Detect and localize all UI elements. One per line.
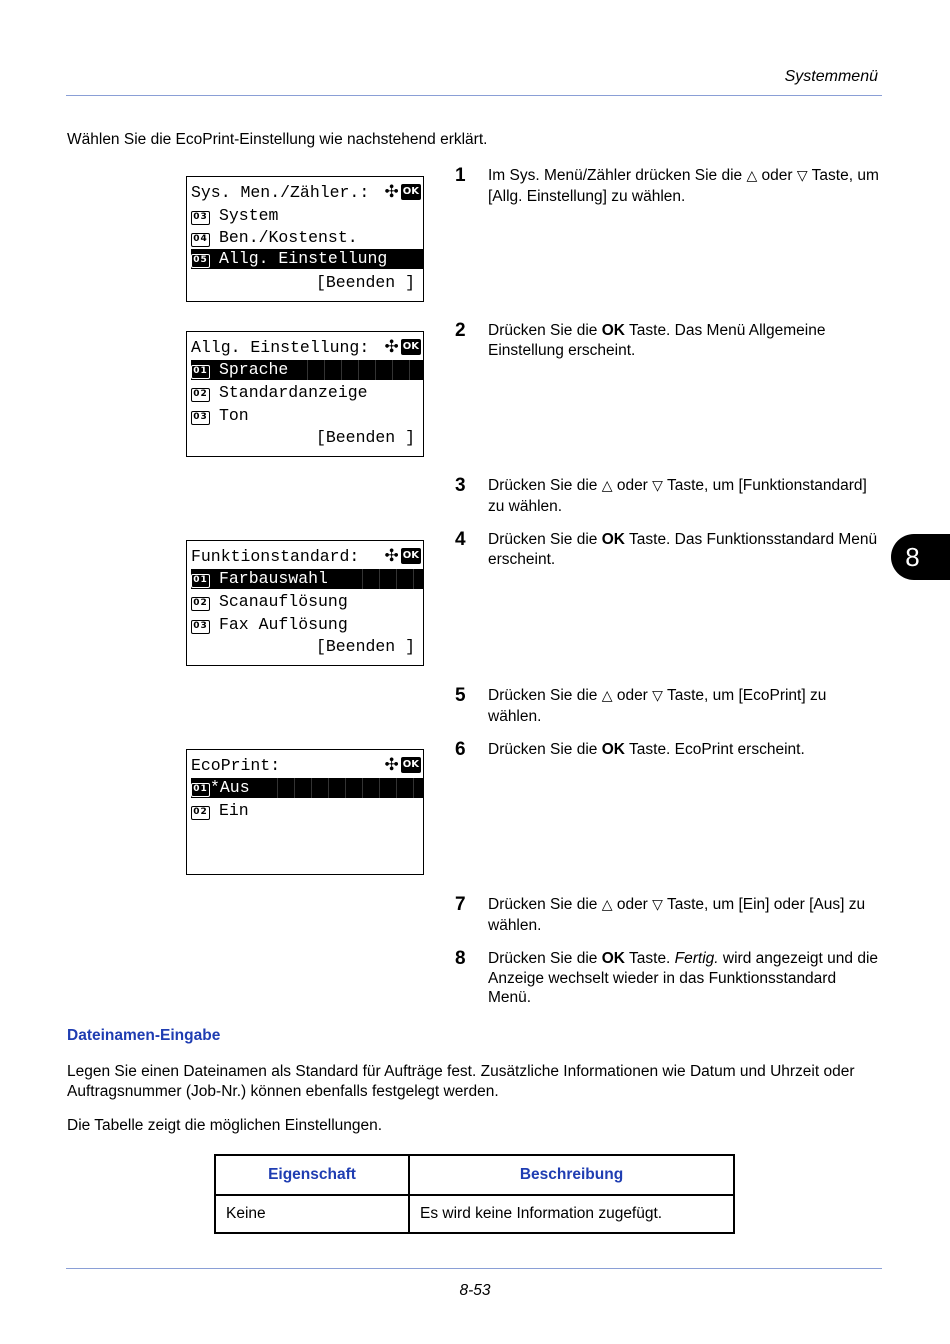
lcd-menu-item-selected: 01 *Aus <box>191 778 423 798</box>
navigation-arrows-icon: ✣ <box>384 337 399 357</box>
step-text: Drücken Sie die OK Taste. EcoPrint erscheint. <box>488 741 805 758</box>
ok-key-icon: OK <box>401 184 421 200</box>
step-number: 7 <box>455 894 466 915</box>
header-title: Systemmenü <box>784 68 878 85</box>
step-text: Drücken Sie die △ oder ▽ Taste, um [Ein] oder [Aus] zu wählen. <box>488 896 866 934</box>
step-text: Drücken Sie die OK Taste. Fertig. wird angezeigt und die Anzeige wechselt wieder in das Funktionsstandard Menü. <box>488 950 879 1006</box>
step-number: 3 <box>455 475 466 496</box>
footer-rule <box>66 1268 882 1269</box>
up-triangle-icon: △ <box>601 688 613 704</box>
header-rule <box>66 95 882 96</box>
step-text: Drücken Sie die △ oder ▽ Taste, um [Funktionstandard] zu wählen. <box>488 477 867 515</box>
navigation-arrows-icon: ✣ <box>384 546 399 566</box>
navigation-arrows-icon: ✣ <box>384 755 399 775</box>
up-triangle-icon: △ <box>601 897 613 913</box>
lcd-menu-item: 02 Ein <box>191 801 423 821</box>
lcd-screen-ecoprint <box>186 749 424 875</box>
lcd-menu-item-selected: 01 Sprache <box>191 360 423 380</box>
lcd-end-softkey: [Beenden ] <box>315 637 415 656</box>
down-triangle-icon: ▽ <box>652 897 663 913</box>
navigation-arrows-icon: ✣ <box>384 182 399 202</box>
lcd-screen-function-default <box>186 540 424 666</box>
ok-key-icon: OK <box>401 339 421 355</box>
lcd-menu-item-selected: 01 Farbauswahl <box>191 569 423 589</box>
lcd-title: Funktionstandard: <box>191 547 360 566</box>
lcd-menu-item-selected: 05 Allg. Einstellung <box>191 249 423 269</box>
lcd-title: Allg. Einstellung: <box>191 338 370 357</box>
section-paragraph: Legen Sie einen Dateinamen als Standard für Aufträge fest. Zusätzliche Informationen wie Datum und Uhrzeit oder Auftragsnummer (Job-Nr.) können ebenfalls festgelegt werden. <box>67 1063 855 1100</box>
section-heading: Dateinamen-Eingabe <box>67 1027 221 1044</box>
lcd-menu-item: 02 Scanauflösung <box>191 592 423 612</box>
step-number: 5 <box>455 685 466 706</box>
step-text: Drücken Sie die OK Taste. Das Funktionsstandard Menü erscheint. <box>488 531 878 568</box>
settings-table <box>214 1154 735 1234</box>
step-number: 1 <box>455 165 466 186</box>
lcd-menu-item: 02 Standardanzeige <box>191 383 423 403</box>
lcd-title: EcoPrint: <box>191 756 281 775</box>
lcd-screen-general-settings <box>186 331 424 457</box>
up-triangle-icon: △ <box>601 478 613 494</box>
step-text: Drücken Sie die △ oder ▽ Taste, um [EcoPrint] zu wählen. <box>488 687 827 725</box>
down-triangle-icon: ▽ <box>796 168 808 184</box>
lcd-screen-system-menu <box>186 176 424 302</box>
lcd-end-softkey: [Beenden ] <box>315 428 415 447</box>
table-header-row <box>215 1155 734 1195</box>
page-number: 8-53 <box>459 1282 491 1299</box>
chapter-tab: 8 <box>891 534 950 580</box>
lcd-nav <box>385 756 422 774</box>
lcd-nav <box>385 183 422 201</box>
step-number: 2 <box>455 320 466 341</box>
lcd-menu-item: 03 System <box>191 206 423 226</box>
lcd-menu-item: 04 Ben./Kostenst. <box>191 228 423 248</box>
ok-key-icon: OK <box>401 548 421 564</box>
step-text: Drücken Sie die OK Taste. Das Menü Allgemeine Einstellung erscheint. <box>488 322 826 359</box>
table-header: Beschreibung <box>409 1155 734 1195</box>
table-cell: Es wird keine Information zugefügt. <box>409 1195 734 1233</box>
lcd-menu-item: 03 Ton <box>191 406 423 426</box>
section-paragraph: Die Tabelle zeigt die möglichen Einstellungen. <box>67 1117 383 1134</box>
step-number: 8 <box>455 948 466 969</box>
up-triangle-icon: △ <box>746 168 758 184</box>
step-text: Im Sys. Menü/Zähler drücken Sie die △ oder ▽ Taste, um [Allg. Einstellung] zu wählen. <box>488 167 879 205</box>
table-header: Eigenschaft <box>215 1155 409 1195</box>
lcd-menu-item: 03 Fax Auflösung <box>191 615 423 635</box>
down-triangle-icon: ▽ <box>652 478 663 494</box>
lcd-end-softkey: [Beenden ] <box>315 273 415 292</box>
lcd-nav <box>385 338 422 356</box>
step-number: 4 <box>455 529 466 550</box>
ok-key-icon: OK <box>401 757 421 773</box>
table-row <box>215 1195 734 1233</box>
lcd-title: Sys. Men./Zähler.: <box>191 183 370 202</box>
table-cell: Keine <box>215 1195 409 1233</box>
lcd-nav <box>385 547 422 565</box>
down-triangle-icon: ▽ <box>652 688 663 704</box>
intro-text: Wählen Sie die EcoPrint-Einstellung wie nachstehend erklärt. <box>67 131 488 148</box>
step-number: 6 <box>455 739 466 760</box>
